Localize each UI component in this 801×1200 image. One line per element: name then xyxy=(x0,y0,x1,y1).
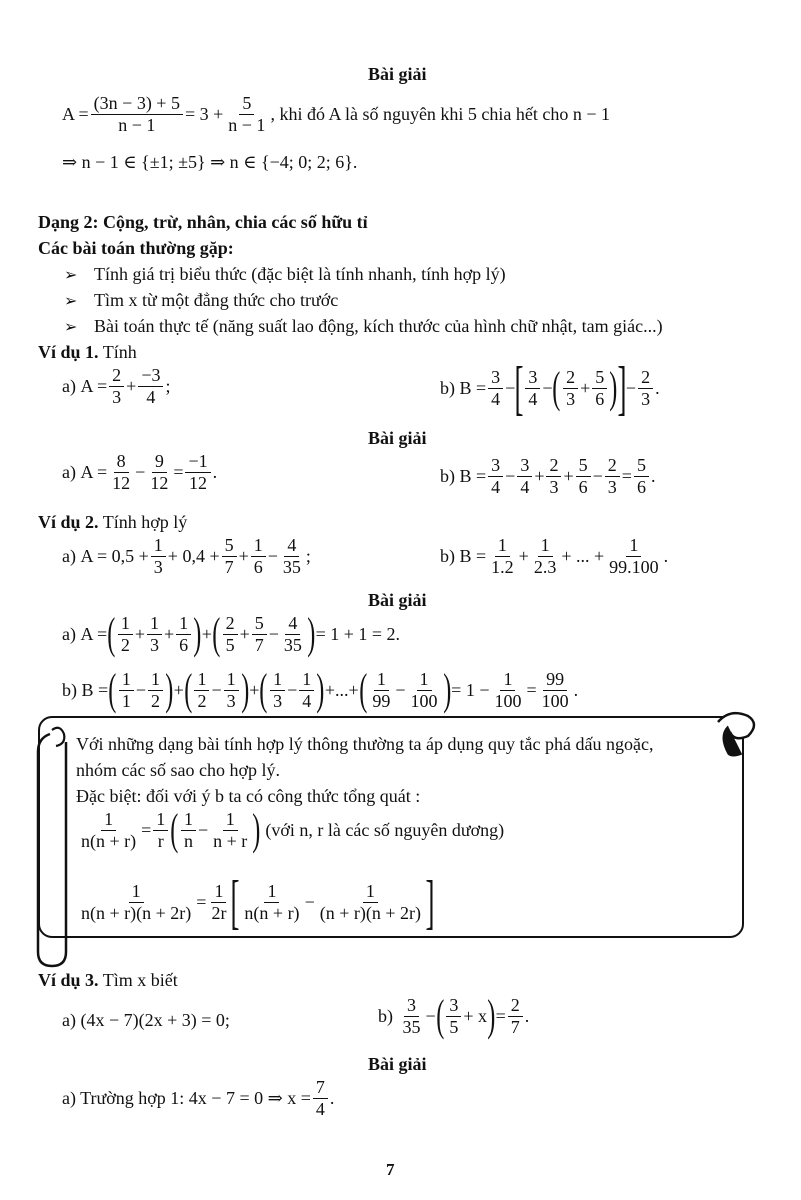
example-2-a: a) A = 0,5 + $\frac{1}{3}$ + 0,4 + $\frac{5}{7}$ + $\frac{1}{6}$ − $\frac{4}{35}$ ; xyxy=(62,535,311,577)
note-line-2: nhóm các số sao cho hợp lý. xyxy=(76,760,280,780)
note-line-3: Đặc biệt: đối với ý b ta có công thức tổng quát : xyxy=(76,786,421,806)
intro-line2: ⇒ n − 1 ∈ {±1; ±5} ⇒ n ∈ {−4; 0; 2; 6}. xyxy=(62,152,358,172)
intro-fraction-2: $\frac{5}{n - 1}$ xyxy=(228,93,266,135)
bullet-1: ➢ Tính giá trị biểu thức (đặc biệt là tính nhanh, tính hợp lý) xyxy=(64,264,506,284)
note-formula-1: $\frac{1}{n(n + r)}$ = $\frac{1}{r}$ ( $\frac{1}{n}$ − $\frac{1}{n + r}$ ) (với n, r là các số nguyên dương) xyxy=(81,805,505,855)
example-2-a-solution: a) A = ( $\frac{1}{2}$ + $\frac{1}{3}$ + $\frac{1}{6}$ ) + ( $\frac{2}{5}$ + $\frac{5}{7}$ − $\frac{4}{35}$ ) = 1 + 1 = 2. xyxy=(62,609,401,659)
solution-heading: Bài giải xyxy=(368,64,427,84)
page-number: 7 xyxy=(386,1160,395,1179)
example-2-b: b) B = $\frac{1}{1.2}$ + $\frac{1}{2.3}$ + ... + $\frac{1}{99.100}$ . xyxy=(440,535,669,577)
bullet-2: ➢ Tìm x từ một đẳng thức cho trước xyxy=(64,290,339,310)
example-1-b-solution: b) B = $\frac{3}{4}$ − $\frac{3}{4}$ + $\frac{2}{3}$ + $\frac{5}{6}$ − $\frac{2}{3}$ = $\frac{5}{6}$ . xyxy=(440,455,656,497)
arrow-bullet-icon: ➢ xyxy=(64,267,78,284)
example-1-a-solution: a) A = $\frac{8}{12}$ − $\frac{9}{12}$ = $\frac{-1}{12}$ . xyxy=(62,451,218,493)
example-3-case-1: a) Trường hợp 1: 4x − 7 = 0 ⇒ x = $\frac{7}{4}$ . xyxy=(62,1077,335,1119)
example-2-solution-heading: Bài giải xyxy=(368,590,427,610)
intro-eq3: = 3 + xyxy=(184,103,224,124)
section-subtitle: Các bài toán thường gặp: xyxy=(38,238,234,258)
arrow-bullet-icon: ➢ xyxy=(64,319,78,336)
intro-a-eq: A = xyxy=(62,103,89,124)
section-title: Dạng 2: Cộng, trừ, nhân, chia các số hữu tỉ xyxy=(38,212,368,232)
example-3-b: b) $\frac{3}{35}$ − ( $\frac{3}{5}$ + x ) = $\frac{2}{7}$ . xyxy=(378,991,530,1041)
example-3-heading: Ví dụ 3. Tìm x biết xyxy=(38,970,178,990)
arrow-bullet-icon: ➢ xyxy=(64,293,78,310)
bullet-3: ➢ Bài toán thực tế (năng suất lao động, kích thước của hình chữ nhật, tam giác...) xyxy=(64,316,663,336)
example-1-a: a) A = $\frac{2}{3}$ + $\frac{-3}{4}$ ; xyxy=(62,365,171,407)
intro-equation xyxy=(62,94,610,135)
example-3-a: a) (4x − 7)(2x + 3) = 0; xyxy=(62,1010,230,1030)
example-1-solution-heading: Bài giải xyxy=(368,428,427,448)
intro-text: , khi đó A là số nguyên khi 5 chia hết cho n − 1 xyxy=(270,103,611,124)
example-2-b-solution: b) B = ( $\frac{1}{1}$ − $\frac{1}{2}$ ) + ( $\frac{1}{2}$ − $\frac{1}{3}$ ) + ( $\frac{1}{3}$ − $\frac{1}{4}$ ) +...+ ( $\frac{1}{99}$ − $\frac{1}{100}$ ) = 1 − $\frac{1}{100}$ = $\frac{99}{100}$ . xyxy=(62,665,579,715)
example-1-b: b) B = $\frac{3}{4}$ − [ $\frac{3}{4}$ − ( $\frac{2}{3}$ + $\frac{5}{6}$ ) ] − $\frac{2}{3}$ . xyxy=(440,355,660,421)
example-1-heading: Ví dụ 1. Tính xyxy=(38,342,137,362)
example-2-heading: Ví dụ 2. Tính hợp lý xyxy=(38,512,188,532)
example-3-solution-heading: Bài giải xyxy=(368,1054,427,1074)
intro-fraction-1: $\frac{(3n - 3) + 5}{n - 1}$ xyxy=(91,94,183,135)
note-line-1: Với những dạng bài tính hợp lý thông thường ta áp dụng quy tắc phá dấu ngoặc, xyxy=(76,734,654,754)
note-formula-2: $\frac{1}{n(n + r)(n + 2r)}$ = $\frac{1}{2r}$ [ $\frac{1}{n(n + r)}$ − $\frac{1}{(n + r)(n + 2r)}$ ] xyxy=(81,869,435,935)
